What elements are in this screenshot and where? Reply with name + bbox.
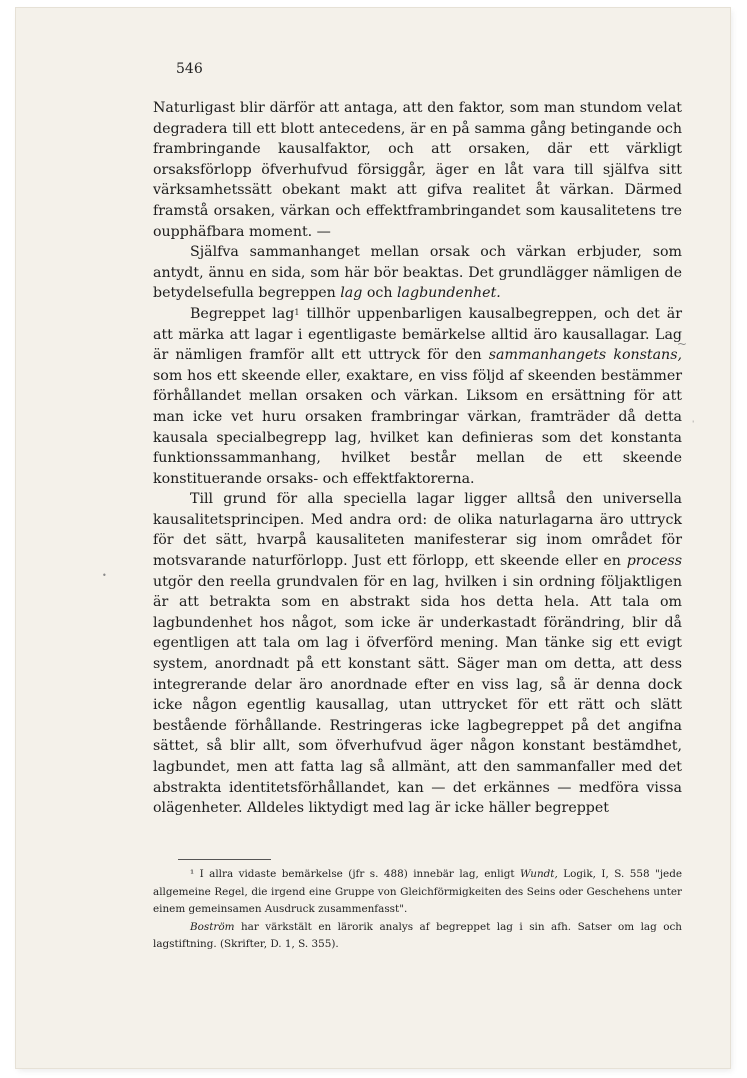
paragraph	[153, 98, 682, 242]
paragraph	[153, 489, 682, 819]
body-text	[153, 98, 682, 819]
text-run: process	[626, 553, 682, 570]
margin-mark-dash: ~	[677, 337, 688, 351]
text-run: Till grund för alla speciella lagar ligger alltså den universella kausalitetsprincipen. Med andra ord: de olika naturlagarna äro uttryck för det sätt, hvarpå kausaliteten manifesterar sig inom området för motsvarande naturförlopp. Just ett förlopp, ett skeende eller en	[153, 491, 682, 570]
footnotes	[153, 866, 682, 954]
text-run: ¹ I allra vidaste bemärkelse (jfr s. 488) innebär lag, enligt	[190, 868, 521, 880]
footnote	[153, 866, 682, 919]
text-run: lag	[340, 285, 363, 302]
text-run: har värkstält en lärorik analys af begreppet lag i sin afh. Satser om lag och lagstiftning. (Skrifter, D. 1, S. 355).	[153, 920, 682, 951]
text-run: lagbundenhet.	[397, 285, 501, 302]
text-run: utgör den reella grundvalen för en lag, hvilken i sin ordning följaktligen är att betrakta som en abstrakt sida hos detta hela. Att tala om lagbundenhet hos något, som icke är underkastadt förändring, blir då egentligen att tala om lag i öfverförd mening. Man tänke sig ett evigt system, anordnadt på ett konstant sätt. Säger man om detta, att dess integrerande delar äro anordnade efter en viss lag, så är denna dock icke någon egentlig kausallag, utan uttrycket för ett rätt och slätt bestående förhållande. Restringeras icke lagbegreppet på det angifna sättet, så blir allt, som öfverhufvud äger någon konstant bestämdhet, lagbundet, men att fatta lag så allmänt, att den sammanfaller med det abstrakta identitetsförhållandet, kan — det erkännes — medföra vissa olägenheter. Alldeles liktydigt med lag är icke häller begreppet	[153, 573, 682, 817]
footnote	[153, 919, 682, 954]
text-run: Själfva sammanhanget mellan orsak och värkan erbjuder, som antydt, ännu en sida, som här bör beaktas. Det grundlägger nämligen de betydelsefulla begreppen	[153, 244, 682, 302]
paragraph	[153, 242, 682, 304]
text-run: tillhör uppenbarligen kausalbegreppen, och det är att märka att lagar i egentligaste bemärkelse alltid äro kausallagar. Lag är nämligen framför allt ett uttryck för den	[153, 305, 682, 364]
footnote-rule	[178, 859, 271, 860]
text-run: och	[362, 285, 397, 302]
margin-mark-tick: ˈ	[692, 420, 695, 429]
text-run: Naturligast blir därför att antaga, att den faktor, som man stundom velat degradera till ett blott antecedens, är en på samma gång betingande och frambringande kausalfaktor, och att orsaken, där ett värkligt orsaksförlopp öfverhufvud försiggår, äger en låt vara till själfva sitt värksamhetssätt obekant makt att gifva realitet åt värkan. Därmed framstå orsaken, värkan och effektframbringandet som kausalitetens tre oupphäfbara moment. —	[153, 100, 682, 240]
text-run: 1	[294, 307, 300, 317]
text-run: Boström	[190, 920, 235, 933]
page-number: 546	[176, 61, 203, 77]
page-sheet	[16, 8, 730, 1068]
paragraph	[153, 304, 682, 489]
margin-mark-dot: •	[102, 571, 107, 580]
text-run: Begreppet lag	[190, 305, 295, 322]
text-run: Logik, I, S. 558 "jede allgemeine Regel, die irgend eine Gruppe von Gleichförmigkeiten des Seins oder Geschehens unter einem gemeinsamen Ausdruck zusammenfasst".	[153, 868, 682, 916]
text-run: Wundt,	[520, 868, 558, 880]
text-run: som hos ett skeende eller, exaktare, en viss följd af skeenden bestämmer förhållandet mellan orsaken och värkan. Liksom en ersättning för att man icke vet huru orsaken frambringar värkan, framträder då detta kausala specialbegrepp lag, hvilket kan definieras som det konstanta funktionssammanhang, hvilket består mellan de ett skeende konstituerande orsaks- och effektfaktorerna.	[153, 367, 682, 487]
text-run: sammanhangets konstans,	[488, 347, 682, 364]
